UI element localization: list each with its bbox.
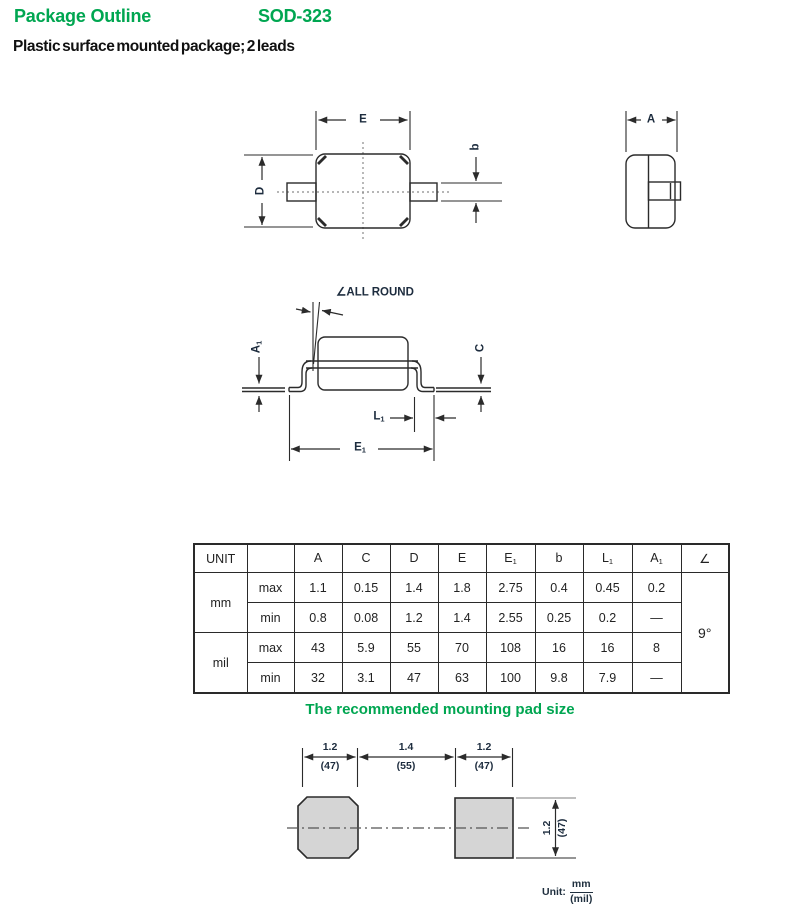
corner-chamfer (318, 218, 326, 226)
header-blank (247, 544, 294, 573)
row-label: min (247, 663, 294, 694)
cell: 108 (486, 633, 535, 663)
dim-label-D: D (254, 186, 267, 196)
cell: 16 (535, 633, 583, 663)
cell: 5.9 (342, 633, 390, 663)
header-col: E (438, 544, 486, 573)
header-col: $L_1$ (583, 544, 632, 573)
side-view-body (318, 337, 408, 390)
header-col-angle: ∠ (681, 544, 729, 573)
unit-fraction (570, 879, 593, 905)
cell: — (632, 603, 681, 633)
header-col: $E_1$ (486, 544, 535, 573)
corner-chamfer (400, 156, 408, 164)
dim-label-A: A (646, 113, 656, 126)
table-header-row (194, 544, 729, 573)
corner-chamfer (318, 156, 326, 164)
pad-dim-mil: (47) (320, 759, 340, 772)
cell: 63 (438, 663, 486, 694)
dim-label-L1: $L_1$ (373, 410, 385, 424)
header-unit: UNIT (194, 544, 247, 573)
cell: 8 (632, 633, 681, 663)
cell: 2.75 (486, 573, 535, 603)
cell: 32 (294, 663, 342, 694)
cell: 100 (486, 663, 535, 694)
cell: 2.55 (486, 603, 535, 633)
page-title: Package Outline (14, 6, 152, 26)
pad-dim-value: 1.4 (398, 740, 414, 753)
cell: 1.1 (294, 573, 342, 603)
cell: 70 (438, 633, 486, 663)
side-view-lead-left (289, 361, 312, 392)
pad-section-heading: The recommended mounting pad size (305, 701, 575, 718)
cell: 55 (390, 633, 438, 663)
cell: 47 (390, 663, 438, 694)
dimensions-table (193, 543, 730, 694)
cell: 0.2 (583, 603, 632, 633)
end-view (626, 111, 681, 228)
unit-note (542, 879, 593, 905)
side-view-lead-right (411, 361, 434, 392)
package-name: SOD-323 (258, 6, 332, 26)
dim-label-E1: $E_1$ (354, 441, 366, 455)
row-label: min (247, 603, 294, 633)
cell: 9.8 (535, 663, 583, 694)
pad-left (298, 797, 358, 858)
cell: 1.8 (438, 573, 486, 603)
row-label: max (247, 573, 294, 603)
cell: — (632, 663, 681, 694)
top-view-lead-left (287, 183, 316, 201)
dim-label-A1: $A_1$ (250, 340, 264, 354)
cell: 7.9 (583, 663, 632, 694)
header-col: D (390, 544, 438, 573)
dim-label-C: C (474, 343, 487, 353)
unit-note-label: Unit: (542, 886, 566, 899)
row-label: max (247, 633, 294, 663)
unit-mil: mil (194, 633, 247, 694)
angle-note: ∠ALL ROUND (336, 286, 414, 299)
top-view-body (316, 154, 410, 228)
cell: 3.1 (342, 663, 390, 694)
table-row (194, 663, 729, 694)
side-view (242, 302, 491, 461)
table-row (194, 633, 729, 663)
cell: 1.4 (390, 573, 438, 603)
pad-dim-right-mil: (47) (555, 818, 568, 838)
page-subtitle: Plastic surface mounted package; 2 leads (13, 38, 295, 55)
table-row (194, 603, 729, 633)
pad-dim-right-value: 1.2 (540, 820, 553, 836)
unit-numerator: mm (570, 879, 593, 893)
dim-L1 (390, 395, 456, 461)
header-col: A (294, 544, 342, 573)
unit-denominator: (mil) (570, 892, 593, 905)
cell: 0.08 (342, 603, 390, 633)
cell: 1.2 (390, 603, 438, 633)
corner-chamfer (400, 218, 408, 226)
table-row (194, 573, 729, 603)
dim-b (441, 157, 502, 223)
dim-label-b: b (469, 143, 482, 151)
pad-dim-mil: (47) (474, 759, 494, 772)
cell: 0.15 (342, 573, 390, 603)
header-col: b (535, 544, 583, 573)
cell: 0.25 (535, 603, 583, 633)
pad-dim-mil: (55) (396, 759, 416, 772)
cell: 0.45 (583, 573, 632, 603)
cell: 0.4 (535, 573, 583, 603)
cell: 0.2 (632, 573, 681, 603)
cell-angle-value: 9° (681, 573, 729, 694)
cell: 0.8 (294, 603, 342, 633)
top-view (244, 111, 502, 240)
unit-mm: mm (194, 573, 247, 633)
dim-label-E: E (359, 113, 367, 126)
cell: 16 (583, 633, 632, 663)
pad-dim-value: 1.2 (476, 740, 492, 753)
header-col: C (342, 544, 390, 573)
end-view-body (626, 155, 675, 228)
cell: 1.4 (438, 603, 486, 633)
cell: 43 (294, 633, 342, 663)
pad-dim-value: 1.2 (322, 740, 338, 753)
header-col: $A_1$ (632, 544, 681, 573)
